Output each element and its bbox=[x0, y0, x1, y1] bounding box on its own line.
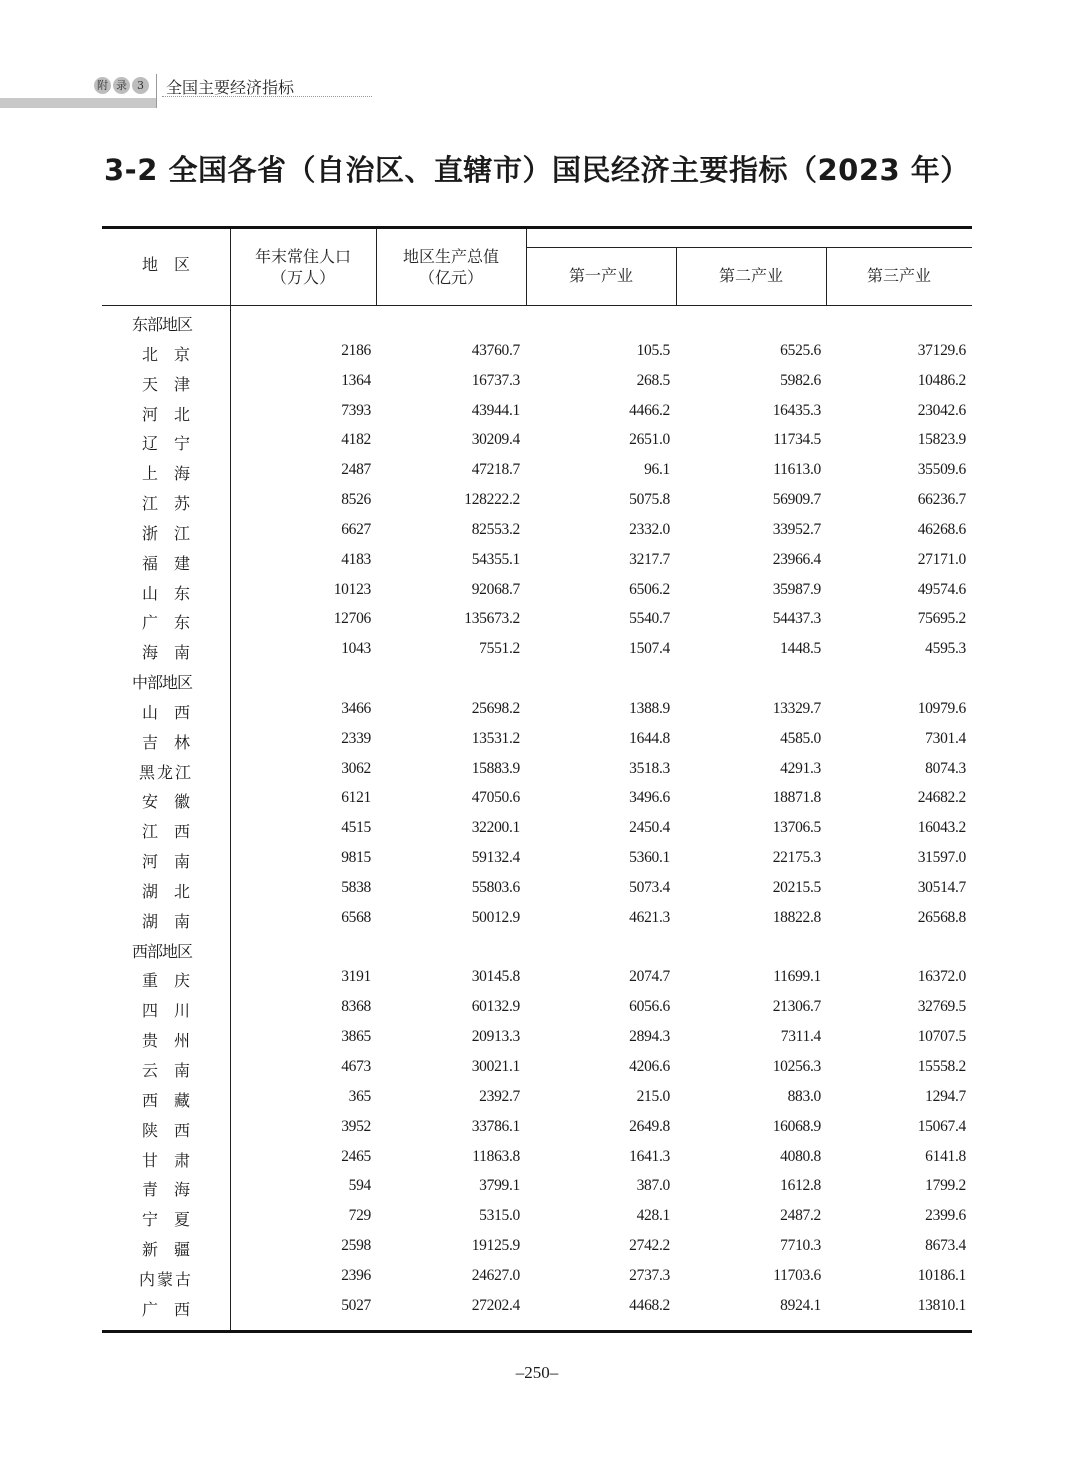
province-name: 青海 bbox=[141, 1180, 206, 1200]
province-name: 河南 bbox=[141, 852, 206, 872]
tertiary-industry-value: 10707.5 bbox=[917, 1028, 966, 1046]
province-name: 山东 bbox=[141, 583, 206, 603]
table-row bbox=[102, 1028, 972, 1058]
population-value: 6121 bbox=[341, 789, 371, 807]
header-divider bbox=[156, 74, 157, 108]
secondary-industry-value: 13706.5 bbox=[772, 819, 821, 837]
primary-industry-value: 2737.3 bbox=[629, 1266, 670, 1284]
province-name: 湖南 bbox=[141, 911, 206, 931]
region-group-name: 中部地区 bbox=[132, 673, 193, 693]
primary-industry-value: 3518.3 bbox=[629, 759, 670, 777]
table-row bbox=[102, 581, 972, 611]
tertiary-industry-value: 6141.8 bbox=[925, 1147, 966, 1165]
province-name: 江西 bbox=[141, 822, 206, 842]
primary-industry-value: 215.0 bbox=[636, 1087, 670, 1105]
primary-industry-value: 6056.6 bbox=[629, 998, 670, 1016]
primary-industry-value: 5540.7 bbox=[629, 610, 670, 628]
appendix-char: 3 bbox=[132, 77, 149, 94]
province-name: 四川 bbox=[141, 1001, 206, 1021]
primary-industry-value: 1644.8 bbox=[629, 729, 670, 747]
population-value: 9815 bbox=[341, 849, 371, 867]
tertiary-industry-value: 8074.3 bbox=[925, 759, 966, 777]
header-population-unit: （万人） bbox=[270, 268, 335, 287]
population-value: 10123 bbox=[333, 580, 371, 598]
population-value: 729 bbox=[348, 1207, 371, 1225]
primary-industry-value: 1388.9 bbox=[629, 699, 670, 717]
tertiary-industry-value: 46268.6 bbox=[917, 520, 966, 538]
table-row bbox=[102, 1267, 972, 1297]
header-gdp-label: 地区生产总值 bbox=[402, 247, 499, 266]
table-row bbox=[102, 1058, 972, 1088]
secondary-industry-value: 10256.3 bbox=[772, 1058, 821, 1075]
table-row bbox=[102, 879, 972, 909]
table-row bbox=[102, 372, 972, 402]
running-header bbox=[0, 72, 372, 108]
gdp-value: 30145.8 bbox=[471, 968, 520, 986]
secondary-industry-value: 11703.6 bbox=[773, 1266, 821, 1284]
gdp-value: 13531.2 bbox=[471, 729, 520, 747]
page-title: 3-2 全国各省（自治区、直辖市）国民经济主要指标（2023 年） bbox=[104, 153, 970, 187]
table-row bbox=[102, 1088, 972, 1118]
population-value: 6568 bbox=[341, 908, 371, 926]
primary-industry-value: 105.5 bbox=[636, 341, 670, 359]
secondary-industry-value: 54437.3 bbox=[772, 610, 821, 628]
primary-industry-value: 2450.4 bbox=[629, 819, 670, 837]
primary-industry-value: 2894.3 bbox=[629, 1028, 670, 1046]
secondary-industry-value: 7311.4 bbox=[780, 1028, 821, 1046]
tertiary-industry-value: 1799.2 bbox=[925, 1177, 966, 1195]
gdp-value: 128222.2 bbox=[464, 491, 520, 509]
region-group-name: 东部地区 bbox=[132, 315, 193, 334]
table-row bbox=[102, 909, 972, 939]
gdp-value: 33786.1 bbox=[471, 1117, 520, 1135]
header-secondary: 第二产业 bbox=[718, 266, 783, 285]
table-row bbox=[102, 551, 972, 581]
population-value: 3466 bbox=[341, 699, 371, 717]
province-name: 上海 bbox=[141, 464, 206, 484]
secondary-industry-value: 11613.0 bbox=[773, 461, 821, 479]
tertiary-industry-value: 16372.0 bbox=[917, 968, 966, 986]
region-group-name: 西部地区 bbox=[132, 941, 193, 961]
secondary-industry-value: 16435.3 bbox=[772, 401, 821, 419]
population-value: 2487 bbox=[341, 461, 371, 479]
tertiary-industry-value: 16043.2 bbox=[917, 819, 966, 837]
gdp-value: 30021.1 bbox=[471, 1058, 520, 1075]
secondary-industry-value: 11734.5 bbox=[773, 431, 821, 449]
population-value: 1364 bbox=[341, 371, 371, 389]
population-value: 3952 bbox=[341, 1117, 371, 1135]
population-value: 3062 bbox=[341, 759, 371, 777]
gdp-value: 5315.0 bbox=[479, 1207, 520, 1225]
primary-industry-value: 2332.0 bbox=[629, 520, 670, 538]
secondary-industry-value: 33952.7 bbox=[772, 520, 821, 538]
secondary-industry-value: 22175.3 bbox=[772, 849, 821, 867]
province-name: 内蒙古 bbox=[138, 1269, 193, 1289]
table-row bbox=[102, 491, 972, 521]
population-value: 4183 bbox=[341, 550, 371, 568]
population-value: 594 bbox=[348, 1177, 371, 1195]
secondary-industry-value: 23966.4 bbox=[772, 550, 821, 568]
primary-industry-value: 2649.8 bbox=[629, 1117, 670, 1135]
group-header-row bbox=[102, 939, 972, 969]
population-value: 8368 bbox=[341, 998, 371, 1016]
primary-industry-value: 4621.3 bbox=[629, 908, 670, 926]
population-value: 4515 bbox=[341, 819, 371, 837]
province-name: 吉林 bbox=[141, 732, 206, 752]
group-header-row bbox=[102, 312, 972, 342]
province-name: 宁夏 bbox=[141, 1210, 206, 1230]
header-dotted-rule bbox=[162, 96, 372, 97]
gdp-value: 25698.2 bbox=[471, 699, 520, 717]
secondary-industry-value: 18871.8 bbox=[772, 789, 821, 807]
header-primary: 第一产业 bbox=[568, 266, 633, 285]
primary-industry-value: 4206.6 bbox=[629, 1058, 670, 1075]
table-row bbox=[102, 998, 972, 1028]
province-name: 海南 bbox=[141, 643, 206, 663]
secondary-industry-value: 4585.0 bbox=[780, 729, 821, 747]
tertiary-industry-value: 8673.4 bbox=[925, 1237, 966, 1255]
gdp-value: 3799.1 bbox=[479, 1177, 520, 1195]
population-value: 3865 bbox=[341, 1028, 371, 1046]
gdp-value: 20913.3 bbox=[471, 1028, 520, 1046]
table-row bbox=[102, 1237, 972, 1267]
table-row bbox=[102, 700, 972, 730]
header-bottom-rule bbox=[102, 305, 972, 306]
tertiary-industry-value: 23042.6 bbox=[917, 401, 966, 419]
header-gdp-unit: （亿元） bbox=[418, 268, 483, 287]
gdp-value: 92068.7 bbox=[471, 580, 520, 598]
gdp-value: 32200.1 bbox=[471, 819, 520, 837]
gdp-value: 19125.9 bbox=[471, 1237, 520, 1255]
table-row bbox=[102, 640, 972, 670]
primary-industry-value: 4466.2 bbox=[629, 401, 670, 419]
gdp-value: 43944.1 bbox=[471, 401, 520, 419]
primary-industry-value: 5360.1 bbox=[629, 849, 670, 867]
table-row bbox=[102, 1148, 972, 1178]
primary-industry-value: 1641.3 bbox=[629, 1147, 670, 1165]
secondary-industry-value: 2487.2 bbox=[780, 1207, 821, 1225]
secondary-industry-value: 20215.5 bbox=[772, 878, 821, 896]
secondary-industry-value: 35987.9 bbox=[772, 580, 821, 598]
primary-industry-value: 3217.7 bbox=[629, 550, 670, 568]
population-value: 4673 bbox=[341, 1058, 371, 1075]
tertiary-industry-value: 10979.6 bbox=[917, 699, 966, 717]
province-name: 广西 bbox=[141, 1299, 206, 1319]
secondary-industry-value: 4291.3 bbox=[780, 759, 821, 777]
primary-industry-value: 2742.2 bbox=[629, 1237, 670, 1255]
primary-industry-value: 2651.0 bbox=[629, 431, 670, 449]
table-row bbox=[102, 849, 972, 879]
province-name: 湖北 bbox=[141, 881, 206, 901]
province-name: 江苏 bbox=[141, 494, 206, 514]
gdp-value: 50012.9 bbox=[471, 908, 520, 926]
population-value: 365 bbox=[348, 1087, 371, 1105]
province-name: 甘肃 bbox=[141, 1150, 206, 1170]
population-value: 2598 bbox=[341, 1237, 371, 1255]
table-row bbox=[102, 402, 972, 432]
primary-industry-value: 387.0 bbox=[636, 1177, 670, 1195]
appendix-char: 录 bbox=[113, 77, 130, 94]
tertiary-industry-value: 49574.6 bbox=[917, 580, 966, 598]
tertiary-industry-value: 75695.2 bbox=[917, 610, 966, 628]
gdp-value: 55803.6 bbox=[471, 878, 520, 896]
table-row bbox=[102, 461, 972, 491]
tertiary-industry-value: 13810.1 bbox=[917, 1296, 966, 1314]
population-value: 2396 bbox=[341, 1266, 371, 1284]
gdp-value: 11863.8 bbox=[472, 1147, 520, 1165]
tertiary-industry-value: 24682.2 bbox=[917, 789, 966, 807]
table-row bbox=[102, 789, 972, 819]
tertiary-industry-value: 7301.4 bbox=[925, 729, 966, 747]
appendix-char: 附 bbox=[94, 77, 111, 94]
tertiary-industry-value: 2399.6 bbox=[925, 1207, 966, 1225]
primary-industry-value: 2074.7 bbox=[629, 968, 670, 986]
secondary-industry-value: 56909.7 bbox=[772, 491, 821, 509]
gdp-value: 27202.4 bbox=[471, 1296, 520, 1314]
gdp-value: 82553.2 bbox=[471, 520, 520, 538]
table-bottom-rule bbox=[102, 1330, 972, 1333]
province-name: 河北 bbox=[141, 404, 206, 424]
secondary-industry-value: 21306.7 bbox=[772, 998, 821, 1016]
population-value: 5838 bbox=[341, 878, 371, 896]
primary-industry-value: 5075.8 bbox=[629, 491, 670, 509]
gdp-value: 15883.9 bbox=[471, 759, 520, 777]
population-value: 3191 bbox=[341, 968, 371, 986]
page-number: –250– bbox=[515, 1363, 559, 1382]
province-name: 浙江 bbox=[141, 523, 206, 543]
secondary-industry-value: 4080.8 bbox=[780, 1147, 821, 1165]
population-value: 1043 bbox=[341, 640, 371, 658]
table-row bbox=[102, 1207, 972, 1237]
table-row bbox=[102, 760, 972, 790]
province-name: 山西 bbox=[141, 702, 206, 722]
province-name: 新疆 bbox=[141, 1240, 206, 1260]
primary-industry-value: 428.1 bbox=[636, 1207, 670, 1225]
province-name: 重庆 bbox=[141, 971, 206, 991]
table-row bbox=[102, 610, 972, 640]
province-name: 安徽 bbox=[141, 792, 206, 812]
tertiary-industry-value: 15558.2 bbox=[917, 1058, 966, 1075]
tertiary-industry-value: 10186.1 bbox=[917, 1266, 966, 1284]
secondary-industry-value: 18822.8 bbox=[772, 908, 821, 926]
population-value: 2465 bbox=[341, 1147, 371, 1165]
province-name: 黑龙江 bbox=[138, 762, 193, 782]
header-sub-rule bbox=[526, 247, 972, 248]
primary-industry-value: 3496.6 bbox=[629, 789, 670, 807]
tertiary-industry-value: 15823.9 bbox=[917, 431, 966, 449]
tertiary-industry-value: 30514.7 bbox=[917, 878, 966, 896]
table-row bbox=[102, 521, 972, 551]
population-value: 2339 bbox=[341, 729, 371, 747]
gdp-value: 30209.4 bbox=[471, 431, 520, 449]
secondary-industry-value: 8924.1 bbox=[780, 1296, 821, 1314]
header-population bbox=[230, 246, 376, 288]
table-row bbox=[102, 819, 972, 849]
gdp-value: 24627.0 bbox=[471, 1266, 520, 1284]
population-value: 4182 bbox=[341, 431, 371, 449]
secondary-industry-value: 5982.6 bbox=[780, 371, 821, 389]
tertiary-industry-value: 27171.0 bbox=[917, 550, 966, 568]
tertiary-industry-value: 66236.7 bbox=[917, 491, 966, 509]
secondary-industry-value: 1612.8 bbox=[780, 1177, 821, 1195]
primary-industry-value: 268.5 bbox=[636, 371, 670, 389]
province-name: 西藏 bbox=[141, 1090, 206, 1110]
gdp-value: 47050.6 bbox=[471, 789, 520, 807]
table-row bbox=[102, 730, 972, 760]
header-gdp bbox=[376, 246, 526, 288]
secondary-industry-value: 7710.3 bbox=[780, 1237, 821, 1255]
gdp-value: 47218.7 bbox=[471, 461, 520, 479]
population-value: 12706 bbox=[333, 610, 371, 628]
population-value: 5027 bbox=[341, 1296, 371, 1314]
table-row bbox=[102, 431, 972, 461]
gdp-value: 59132.4 bbox=[471, 849, 520, 867]
primary-industry-value: 1507.4 bbox=[629, 640, 670, 658]
gdp-value: 43760.7 bbox=[471, 341, 520, 359]
gdp-value: 7551.2 bbox=[479, 640, 520, 658]
header-region: 地 区 bbox=[141, 255, 190, 274]
population-value: 2186 bbox=[341, 341, 371, 359]
tertiary-industry-value: 4595.3 bbox=[925, 640, 966, 658]
primary-industry-value: 4468.2 bbox=[629, 1296, 670, 1314]
table-row bbox=[102, 342, 972, 372]
province-name: 广东 bbox=[141, 613, 206, 633]
tertiary-industry-value: 15067.4 bbox=[917, 1117, 966, 1135]
secondary-industry-value: 13329.7 bbox=[772, 699, 821, 717]
province-name: 辽宁 bbox=[141, 434, 206, 454]
primary-industry-value: 6506.2 bbox=[629, 580, 670, 598]
header-population-label: 年末常住人口 bbox=[254, 247, 351, 266]
table-row bbox=[102, 1177, 972, 1207]
province-name: 陕西 bbox=[141, 1120, 206, 1140]
province-name: 云南 bbox=[141, 1061, 206, 1080]
gdp-value: 135673.2 bbox=[464, 610, 520, 628]
secondary-industry-value: 16068.9 bbox=[772, 1117, 821, 1135]
gdp-value: 16737.3 bbox=[471, 371, 520, 389]
table-row bbox=[102, 1297, 972, 1327]
gdp-value: 60132.9 bbox=[471, 998, 520, 1016]
tertiary-industry-value: 31597.0 bbox=[917, 849, 966, 867]
table-top-rule bbox=[102, 226, 972, 229]
province-name: 天津 bbox=[141, 374, 206, 394]
province-name: 福建 bbox=[141, 553, 206, 573]
secondary-industry-value: 883.0 bbox=[787, 1087, 821, 1105]
secondary-industry-value: 11699.1 bbox=[773, 968, 821, 986]
tertiary-industry-value: 35509.6 bbox=[917, 461, 966, 479]
population-value: 7393 bbox=[341, 401, 371, 419]
tertiary-industry-value: 10486.2 bbox=[917, 371, 966, 389]
gdp-value: 2392.7 bbox=[479, 1087, 520, 1105]
tertiary-industry-value: 1294.7 bbox=[925, 1087, 966, 1105]
primary-industry-value: 5073.4 bbox=[629, 878, 670, 896]
secondary-industry-value: 1448.5 bbox=[780, 640, 821, 658]
gdp-value: 54355.1 bbox=[471, 550, 520, 568]
header-grey-bar bbox=[0, 98, 156, 108]
table-row bbox=[102, 1118, 972, 1148]
population-value: 6627 bbox=[341, 520, 371, 538]
population-value: 8526 bbox=[341, 491, 371, 509]
appendix-label bbox=[94, 77, 149, 94]
tertiary-industry-value: 26568.8 bbox=[917, 908, 966, 926]
tertiary-industry-value: 32769.5 bbox=[917, 998, 966, 1016]
tertiary-industry-value: 37129.6 bbox=[917, 341, 966, 359]
secondary-industry-value: 6525.6 bbox=[780, 341, 821, 359]
group-header-row bbox=[102, 670, 972, 700]
province-name: 北京 bbox=[141, 344, 206, 364]
primary-industry-value: 96.1 bbox=[644, 461, 670, 479]
section-title: 全国主要经济指标 bbox=[166, 78, 295, 97]
table-row bbox=[102, 968, 972, 998]
province-name: 贵州 bbox=[141, 1031, 206, 1051]
header-tertiary: 第三产业 bbox=[866, 266, 931, 285]
